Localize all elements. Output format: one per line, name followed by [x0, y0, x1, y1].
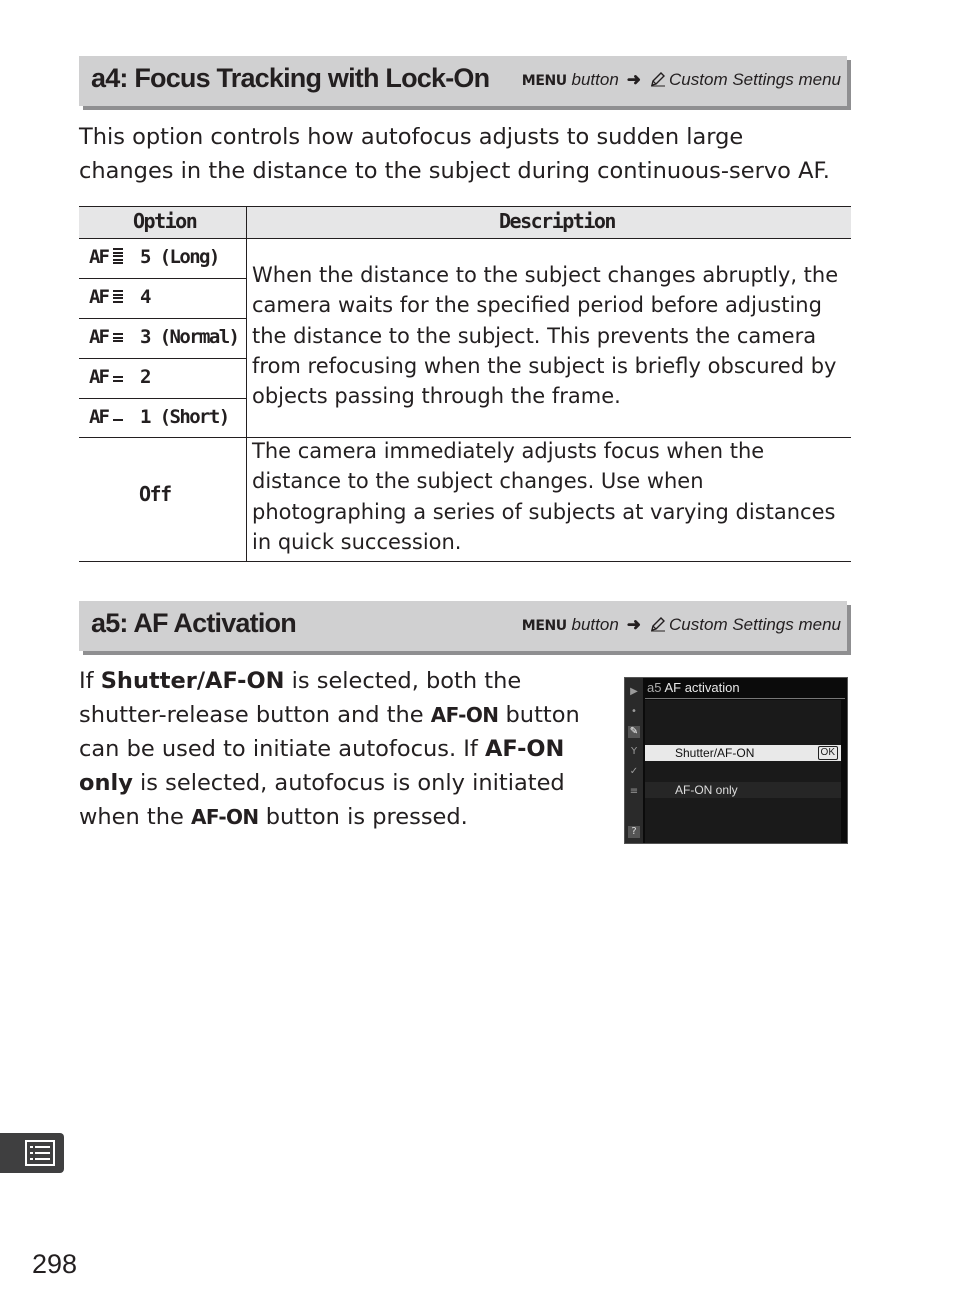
description-line: photographing a series of subjects at varying distances [252, 499, 836, 524]
af-tracking-icon: AF [89, 366, 108, 388]
options-table [79, 206, 851, 562]
option-label: 3 (Normal) [140, 326, 239, 348]
option-description [252, 260, 850, 411]
menu-path-destination: Custom Settings menu [669, 615, 841, 634]
af-tracking-icon: AF [89, 246, 108, 268]
text-run: is selected, autofocus is only initiated [132, 770, 565, 796]
shooting-menu-icon: • [631, 706, 637, 717]
option-label: AF-ON only [675, 783, 738, 797]
bars-5-icon [113, 248, 123, 266]
pencil-icon [649, 70, 667, 88]
bars-1-icon [113, 419, 123, 423]
text-run: can be used to initiate autofocus. If [79, 736, 485, 762]
text-run: If [79, 668, 101, 694]
custom-settings-icon: ✎ [629, 726, 639, 737]
my-menu-icon: ≡ [629, 786, 639, 797]
playback-menu-icon: ▶ [630, 686, 638, 697]
description-line: the distance to the subject. This prevents the camera [252, 323, 817, 348]
table-header [79, 206, 851, 239]
description-line: When the distance to the subject changes abruptly, the [252, 263, 839, 287]
af-tracking-icon: AF [89, 326, 108, 348]
description-line: distance to the subject changes. Use when [252, 469, 704, 494]
a5-description [79, 664, 604, 834]
description-line: The camera immediately adjusts focus when the [252, 439, 765, 463]
bars-3-icon [113, 333, 123, 344]
menu-path [522, 615, 841, 635]
text-run: button [498, 702, 580, 728]
menu-button-label: MENU [521, 73, 567, 89]
text-run: when the [79, 804, 191, 830]
setup-menu-icon: Y [630, 746, 638, 757]
camera-menu-title [647, 680, 740, 695]
bars-4-icon [113, 290, 123, 304]
camera-menu-screenshot [624, 677, 848, 844]
text-run: is selected, both the [284, 668, 522, 694]
menu-path-button: button [566, 70, 619, 89]
menu-button-label: MENU [521, 618, 567, 634]
divider [645, 698, 845, 699]
camera-option-af-on-only [645, 782, 841, 798]
text-run: shutter-release button and the [79, 702, 431, 728]
ok-icon: OK [818, 746, 838, 760]
description-line: objects passing through the frame. [252, 384, 621, 409]
text-line [79, 766, 604, 800]
af-on-button-icon: AF-ON [191, 805, 259, 829]
menu-guide-tab [0, 1133, 64, 1173]
menu-path-destination: Custom Settings menu [669, 70, 841, 89]
af-tracking-icon: AF [89, 406, 108, 428]
option-off-label: Off [139, 482, 171, 506]
header-option: Option [133, 209, 197, 233]
menu-path [522, 70, 841, 90]
option-label: Shutter/AF-ON [675, 746, 755, 760]
menu-title: AF activation [664, 680, 740, 695]
camera-option-shutter-af-on [645, 745, 841, 761]
menu-path-button: button [566, 615, 619, 634]
option-name: AF-ON [484, 736, 565, 762]
text-run: button is pressed. [258, 804, 468, 830]
description-line: camera waits for the specified period before adjusting [252, 293, 822, 318]
option-label: 4 [140, 286, 150, 308]
af-tracking-icon: AF [89, 286, 108, 308]
text-line [79, 698, 604, 732]
section-header-a4 [79, 56, 847, 106]
a4-intro [79, 120, 830, 188]
camera-menu-panel [645, 700, 841, 843]
description-line: in quick succession. [252, 529, 462, 554]
option-name: Shutter/AF-ON [100, 668, 285, 694]
off-description [252, 436, 850, 557]
header-description: Description [499, 209, 615, 233]
menu-list-icon [0, 1133, 64, 1173]
description-line: from refocusing when the subject is briefly obscured by [252, 353, 837, 378]
menu-code: a5 [647, 680, 662, 695]
arrow-icon: ➜ [626, 70, 642, 89]
arrow-icon: ➜ [626, 615, 642, 634]
table-row [79, 399, 246, 437]
option-name: only [79, 770, 133, 796]
retouch-menu-icon: ✓ [629, 766, 639, 777]
column-divider [246, 206, 247, 562]
help-icon: ? [628, 826, 640, 838]
intro-line: changes in the distance to the subject during continuous-servo AF. [79, 158, 830, 184]
text-line [79, 800, 604, 834]
table-row [79, 239, 246, 279]
option-label: 1 (Short) [140, 406, 229, 428]
camera-menu-sidebar [625, 678, 643, 843]
table-row [79, 359, 246, 399]
option-label: 5 (Long) [140, 246, 219, 268]
section-title: a4: Focus Tracking with Lock-On [91, 63, 490, 93]
bars-2-icon [113, 376, 123, 383]
section-title: a5: AF Activation [91, 608, 296, 638]
pencil-icon [649, 615, 667, 633]
page-number: 298 [32, 1249, 78, 1279]
intro-line: This option controls how autofocus adjusts to sudden large [79, 124, 744, 150]
text-line [79, 664, 604, 698]
table-bottom-rule [79, 561, 851, 562]
table-row [79, 319, 246, 359]
section-header-a5 [79, 601, 847, 651]
option-label: 2 [140, 366, 150, 388]
text-line [79, 732, 604, 766]
af-on-button-icon: AF-ON [430, 703, 499, 727]
table-row [79, 279, 246, 319]
